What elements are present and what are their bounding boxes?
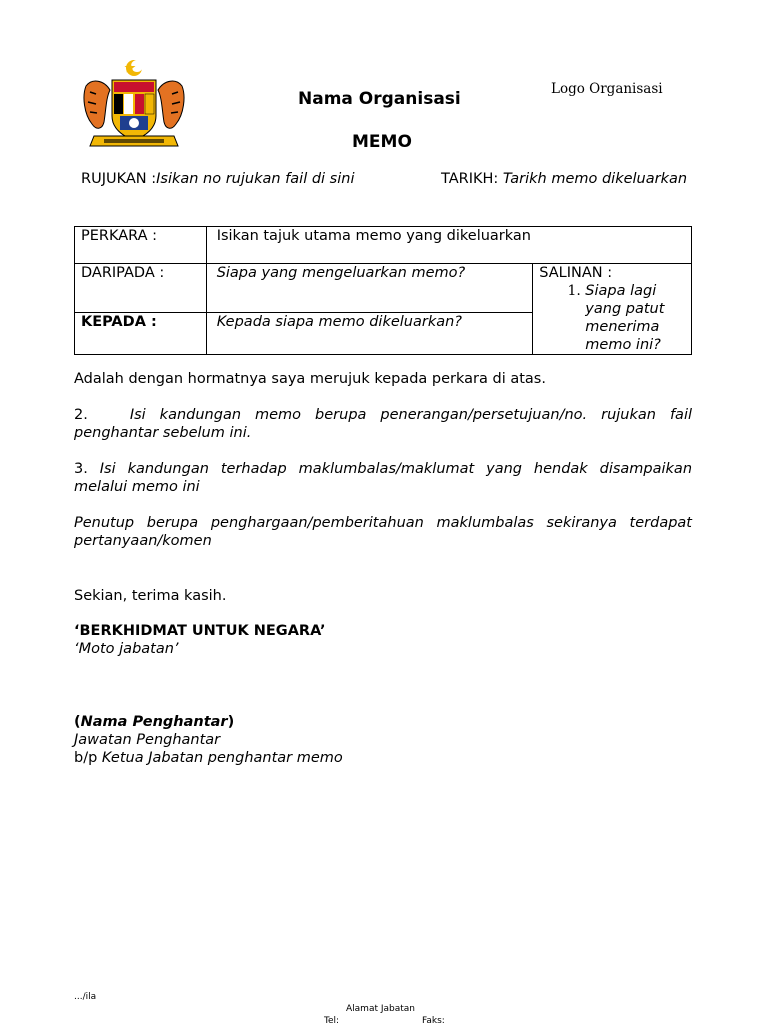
from-value: Siapa yang mengeluarkan memo? bbox=[206, 264, 533, 313]
subject-value: Isikan tajuk utama memo yang dikeluarkan bbox=[206, 227, 691, 264]
reference-line bbox=[81, 170, 441, 188]
date-value: Tarikh memo dikeluarkan bbox=[502, 171, 688, 187]
date-separator: : bbox=[493, 171, 503, 187]
subject-label: PERKARA : bbox=[81, 228, 158, 244]
on-behalf-prefix: b/p bbox=[74, 750, 102, 766]
paragraph-3-text: Isi kandungan terhadap maklumbalas/maklumat yang hendak disampaikan melalui memo ini bbox=[74, 461, 693, 495]
national-motto: ‘BERKHIDMAT UNTUK NEGARA’ bbox=[74, 623, 326, 639]
fax-label: Faks: bbox=[422, 1016, 445, 1026]
sender-name-open: ( bbox=[74, 714, 81, 730]
telephone-label: Tel: bbox=[324, 1016, 340, 1026]
subject-label-cell bbox=[75, 227, 207, 264]
memo-header-table bbox=[74, 226, 692, 355]
organization-logo-placeholder: Logo Organisasi bbox=[551, 81, 663, 97]
copy-list bbox=[539, 282, 691, 354]
paragraph-2 bbox=[74, 406, 692, 442]
thanks-line: Sekian, terima kasih. bbox=[74, 588, 227, 604]
intro-paragraph: Adalah dengan hormatnya saya merujuk kepada perkara di atas. bbox=[74, 371, 546, 387]
reference-separator: : bbox=[146, 171, 157, 187]
copy-cell bbox=[533, 264, 692, 355]
date-line bbox=[441, 170, 691, 188]
reference-initials: .../ila bbox=[74, 992, 97, 1002]
from-label: DARIPADA : bbox=[81, 265, 165, 281]
closing-note: Penutup berupa penghargaan/pemberitahuan maklumbalas sekiranya terdapat pertanyaan/komen bbox=[74, 515, 692, 549]
reference-value: Isikan no rujukan fail di sini bbox=[156, 171, 355, 187]
paragraph-3-number: 3. bbox=[74, 461, 88, 477]
on-behalf-text: Ketua Jabatan penghantar memo bbox=[101, 750, 343, 766]
reference-label: RUJUKAN bbox=[81, 171, 147, 187]
on-behalf-line bbox=[74, 749, 692, 767]
organization-name: Nama Organisasi bbox=[298, 89, 461, 109]
paragraph-2-text: Isi kandungan memo berupa penerangan/persetujuan/no. rujukan fail penghantar sebelum ini. bbox=[74, 407, 693, 441]
copy-item: 1. Siapa lagi yang patut menerima memo ini? bbox=[585, 282, 691, 354]
paragraph-3 bbox=[74, 460, 692, 496]
sender-name-line bbox=[74, 713, 692, 731]
department-motto: ‘Moto jabatan’ bbox=[74, 641, 179, 657]
to-label: KEPADA : bbox=[81, 314, 157, 331]
copy-label: SALINAN : bbox=[539, 265, 613, 281]
from-label-cell bbox=[75, 264, 207, 313]
department-address: Alamat Jabatan bbox=[346, 1004, 415, 1014]
to-label-cell bbox=[75, 313, 207, 355]
to-value: Kepada siapa memo dikeluarkan? bbox=[206, 313, 533, 355]
sender-name-close: ) bbox=[227, 714, 235, 730]
sender-name: Nama Penghantar bbox=[80, 714, 228, 730]
date-label: TARIKH bbox=[441, 171, 494, 187]
memo-title: MEMO bbox=[352, 132, 412, 152]
paragraph-2-number: 2. bbox=[74, 407, 88, 423]
coat-of-arms-icon bbox=[80, 58, 188, 152]
sender-position: Jawatan Penghantar bbox=[74, 732, 221, 748]
